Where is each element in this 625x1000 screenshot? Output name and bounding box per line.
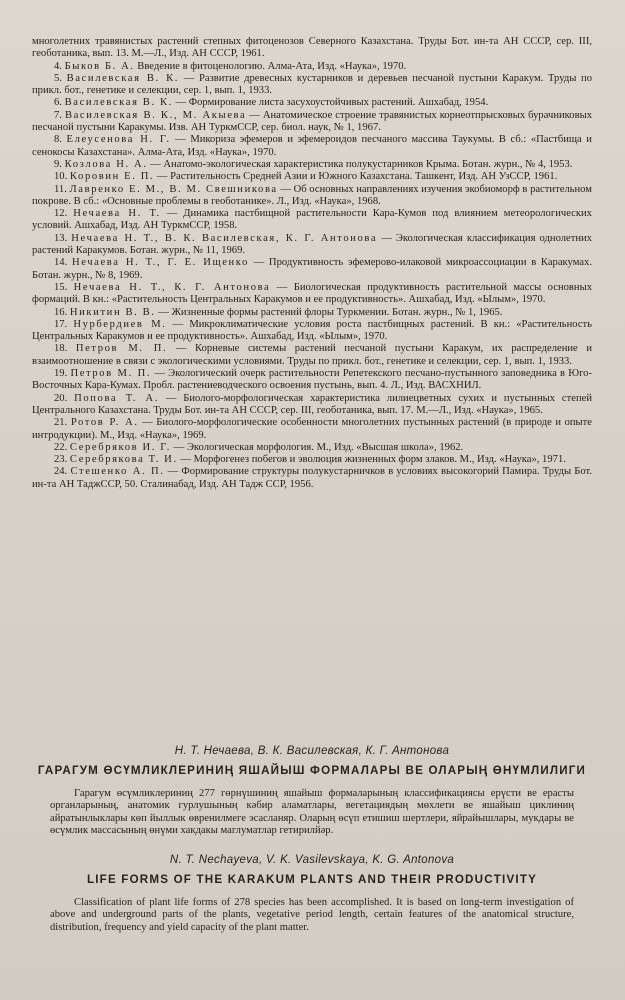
reference-text: — Экологическая морфология. М., Изд. «Высшая школа», 1962.: [171, 441, 464, 453]
reference-item: [32, 97, 592, 109]
reference-text: — Динамика пастбищной растительности Кара-Кумов под влиянием метеорологических условий. Ашхабад, Изд. АН ТуркмССР, 1958.: [32, 208, 592, 232]
reference-author: Василевская В. К.: [64, 97, 173, 109]
reference-text: — Биологическая продуктивность растительной массы основных формаций. В кн.: «Растительность Центральных Каракумов и ее продуктивность». Ашхабад, Изд. «Ылым», 1970.: [32, 281, 592, 306]
reference-text: — Корневые системы растений песчаной пустыни Каракум, их распределение и взаимоотношение в связи с экологическими условиями. Труды по прикл. бот., генетике и селекции, сер. 1, вып. 1, 1933.: [32, 343, 592, 367]
reference-author: Василевская В. К., М. Акыева: [64, 109, 247, 121]
reference-number: 4.: [54, 60, 62, 72]
reference-author: Быков Б. А.: [64, 60, 135, 72]
reference-author: Козлова Н. А.: [64, 158, 148, 170]
english-summary: [32, 854, 592, 934]
reference-number: 21.: [54, 417, 68, 429]
reference-item: [32, 307, 592, 319]
reference-item: [32, 36, 592, 61]
reference-text: — Формирование структуры полукустарничков в условиях высокогорий Памира. Труды Бот. ин-та АН ТаджССР, 50. Сталинабад, Изд. АН Тадж ССР, 1956.: [32, 466, 592, 490]
reference-author: Нурбердиев М.: [73, 318, 167, 330]
reference-number: 10.: [54, 171, 68, 183]
reference-item: [32, 368, 592, 393]
reference-item: [32, 417, 592, 442]
reference-item: [32, 442, 592, 454]
reference-text: — Экологическая классификация однолетних растений Каракумов. Ботан. журн., № 11, 1969.: [32, 232, 592, 257]
reference-number: 6.: [54, 97, 62, 109]
reference-number: 23.: [54, 454, 68, 466]
reference-author: Петров М. П.: [75, 343, 168, 355]
reference-text: многолетних травянистых растений степных фитоценозов Северного Казахстана. Труды Бот. ин-та АН СССР, сер. III, геоботаника, вып. 13. М.—Л., Изд. АН СССР, 1961.: [32, 36, 592, 60]
summary-abstract: Classification of plant life forms of 278 species has been accomplished. It is based on long-term investigation of above and underground parts of the plants, vegetative period length, certain features of the anatomical structure, distribution, frequency and yield capacity of the plant matter.: [50, 897, 574, 933]
reference-item: [32, 208, 592, 233]
reference-number: 24.: [54, 466, 68, 478]
reference-item: [32, 134, 592, 159]
reference-text: — Биолого-морфологические особенности многолетних пустынных растений (в природе и опыте интродукции). М., Изд. «Наука», 1969.: [32, 417, 592, 441]
reference-item: [32, 159, 592, 171]
summary-heading: ГАРАГУМ ӨСҮМЛИКЛЕРИНИҢ ЯШАЙЫШ ФОРМАЛАРЫ ВЕ ОЛАРЫҢ ӨНҮМЛИЛИГИ: [37, 764, 587, 777]
reference-item: [32, 454, 592, 466]
reference-text: — Формирование листа засухоустойчивых растений. Ашхабад, 1954.: [172, 97, 489, 109]
reference-author: Серебрякова Т. И.: [69, 454, 178, 466]
reference-item: [32, 73, 592, 98]
reference-number: 13.: [54, 232, 68, 244]
reference-number: 7.: [54, 109, 62, 121]
reference-author: Нечаева Н. Т., В. К. Василевская, К. Г. Антонова: [71, 232, 378, 244]
reference-text: — Анатомическое строение травянистых корнеотпрысковых бурачниковых песчаной пустыни Каракумы. Изв. АН ТуркмССР, сер. биол. наук, № 1, 1967.: [32, 109, 592, 134]
reference-number: 22.: [54, 441, 68, 453]
reference-author: Нечаева Н. Т., К. Г. Антонова: [73, 281, 271, 293]
reference-number: 8.: [54, 134, 62, 146]
reference-number: 19.: [54, 368, 68, 380]
summary-authors: N. T. Nechayeva, V. K. Vasilevskaya, K. G. Antonova: [169, 854, 455, 866]
reference-number: 20.: [54, 392, 68, 404]
reference-author: Коровин Е. П.: [69, 171, 155, 183]
reference-text: — Микориза эфемеров и эфемероидов песчаного массива Таукумы. В сб.: «Пастбища и сенокосы Казахстана». Алма-Ата, Изд. «Наука», 1970.: [32, 134, 592, 158]
reference-text: — Морфогенез побегов и эволюция жизненных форм злаков. М., Изд. «Наука», 1971.: [177, 454, 566, 466]
turkmen-summary: [32, 745, 592, 838]
reference-item: [32, 233, 592, 258]
reference-item: [32, 343, 592, 368]
reference-text: — Анатомо-экологическая характеристика полукустарников Крыма. Ботан. журн., № 4, 1953.: [147, 158, 573, 170]
reference-item: [32, 466, 592, 491]
summary-heading: LIFE FORMS OF THE KARAKUM PLANTS AND THEIR PRODUCTIVITY: [86, 873, 538, 886]
reference-text: — Микроклиматические условия роста пастбищных растений. В кн.: «Растительность Центральных Каракумов и ее продуктивность». Ашхабад, Изд. «Ылым», 1970.: [32, 318, 592, 343]
reference-text: — Растительность Средней Азии и Южного Казахстана. Ташкент, Изд. АН УзССР, 1961.: [154, 171, 558, 183]
reference-author: Нечаева Н. Т., Г. Е. Ищенко: [71, 257, 249, 269]
reference-author: Ротов Р. А.: [70, 417, 139, 429]
reference-text: — Продуктивность эфемерово-илаковой микроассоциации в Каракумах. Ботан. журн., № 8, 1969.: [32, 257, 592, 281]
reference-author: Василевская В. К.: [66, 72, 179, 84]
reference-author: Елеусенова Н. Г.: [66, 134, 171, 146]
reference-number: 15.: [54, 281, 68, 293]
summary-authors: Н. Т. Нечаева, В. К. Василевская, К. Г. Антонова: [174, 745, 450, 757]
reference-text: — Об основных направлениях изучения экобиоморф в растительном покрове. В сб.: «Основные проблемы в геоботанике». Л., Изд. «Наука», 1968.: [32, 183, 592, 207]
reference-text: — Экологический очерк растительности Репетекского песчано-пустынного заповедника в Юго-Восточных Кара-Кумах. Пробл. растениеводческого освоения пустынь, вып. 4. Л., Изд. ВАСХНИЛ.: [32, 368, 593, 392]
reference-item: [32, 257, 592, 282]
reference-text: Введение в фитоценологию. Алма-Ата, Изд. «Наука», 1970.: [134, 60, 407, 72]
summary-abstract: Гарагум өсүмликлериниң 277 гөрнүшиниң яшайыш формаларының классификациясы ерүсти ве ерасты органларының, анатомик гурлушының кәбир аламатлары, вегетациядың мөхлети ве яшайыш циклиниң айратынлыклары көп йыллык өвренилмеге эсасланяр. Оларың өсүп етишиш шертлери, яйрайышлары, мукдары ве өсүмлик массасының өнүми хакдакы маглуматлар гетирилйәр.: [50, 788, 574, 837]
reference-number: 18.: [54, 343, 68, 355]
reference-author: Петров М. П.: [70, 368, 152, 380]
reference-text: — Биолого-морфологическая характеристика лилиецветных сухих и пустынных степей Центрального Казахстана. Труды Бот. ин-та АН СССР, сер. III, геоботаника, вып. 17. М.—Л., Изд. «Наука», 1965.: [32, 392, 592, 416]
reference-author: Лавренко Е. М., В. М. Свешникова: [69, 183, 278, 195]
reference-number: 9.: [54, 158, 62, 170]
reference-item: [32, 282, 592, 307]
reference-author: Попова Т. А.: [74, 392, 159, 404]
reference-item: [32, 61, 592, 73]
reference-item: [32, 319, 592, 344]
reference-author: Серебряков И. Г.: [69, 441, 172, 453]
reference-author: Нечаева Н. Т.: [73, 208, 161, 220]
reference-author: Никитин В. В.: [69, 306, 156, 318]
reference-number: 14.: [54, 257, 68, 269]
reference-list: [32, 36, 592, 491]
reference-number: 12.: [54, 208, 68, 220]
reference-text: — Жизненные формы растений флоры Туркмении. Ботан. журн., № 1, 1965.: [155, 306, 503, 318]
reference-item: [32, 393, 592, 418]
reference-item: [32, 171, 592, 183]
reference-number: 5.: [54, 72, 62, 84]
reference-number: 16.: [54, 306, 68, 318]
reference-item: [32, 110, 592, 135]
reference-text: — Развитие древесных кустарников и деревьев песчаной пустыни Каракум. Труды по прикл. бот., генетике и селекции, сер. 1, вып. 1, 1933.: [32, 72, 593, 97]
reference-number: 17.: [54, 318, 68, 330]
reference-item: [32, 184, 592, 209]
reference-author: Стешенко А. П.: [70, 466, 165, 478]
reference-number: 11.: [54, 183, 67, 195]
